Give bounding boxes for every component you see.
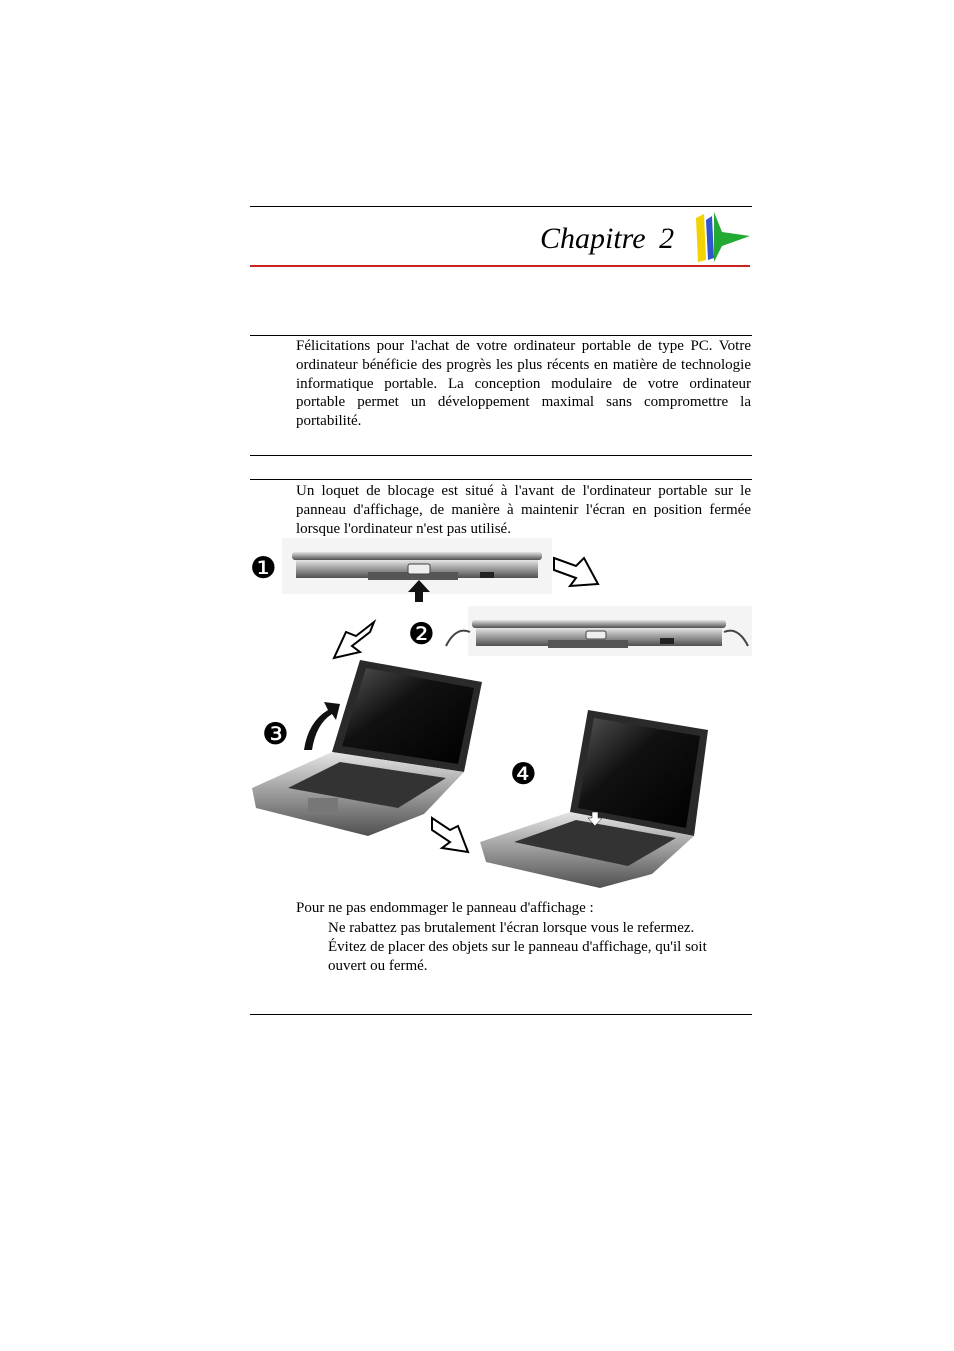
display-latch-figure: [248, 536, 754, 896]
care-item: Ne rabattez pas brutalement l'écran lorsque vous le refermez.: [328, 920, 695, 936]
section-rule: [250, 335, 752, 336]
header-top-rule: [250, 206, 752, 207]
chapter-label: Chapitre: [540, 222, 646, 255]
step-1-closed-laptop: [282, 538, 552, 602]
arrow-down-right-icon: [432, 818, 468, 852]
chapter-heading: [540, 222, 680, 256]
arrow-right-icon: [554, 558, 598, 586]
arrow-left-icon: [334, 622, 374, 658]
care-item: Évitez de placer des objets sur le panneau d'affichage, qu'il soit ouvert ou fermé.: [328, 939, 707, 974]
step-1-marker: ❶: [250, 551, 277, 586]
step-4-open-laptop: [480, 710, 708, 888]
step-4-marker: ❹: [510, 757, 537, 792]
footer-rule: [250, 1014, 752, 1015]
care-intro: Pour ne pas endommager le panneau d'affichage :: [296, 900, 594, 916]
step-2-closed-laptop: [446, 606, 752, 656]
chapter-logo-icon: [694, 212, 752, 264]
latch-paragraph: Un loquet de blocage est situé à l'avant de l'ordinateur portable sur le panneau d'affichage, de manière à maintenir l'écran en position fermée lorsque l'ordinateur n'est pas utilisé.: [296, 483, 751, 537]
intro-paragraph: Félicitations pour l'achat de votre ordinateur portable de type PC. Votre ordinateur bénéficie des progrès les plus récents en matière de technologie informatique portable. La conception modulaire de votre ordinateur portable permet un développement maximal sans compromettre la portabilité.: [296, 338, 751, 430]
section-rule: [250, 479, 752, 480]
arrow-up-icon: [304, 702, 340, 750]
step-3-marker: ❸: [262, 717, 289, 752]
header-red-rule: [250, 265, 750, 267]
section-rule: [250, 455, 752, 456]
chapter-number: 2: [659, 222, 675, 255]
step-2-marker: ❷: [408, 617, 435, 652]
